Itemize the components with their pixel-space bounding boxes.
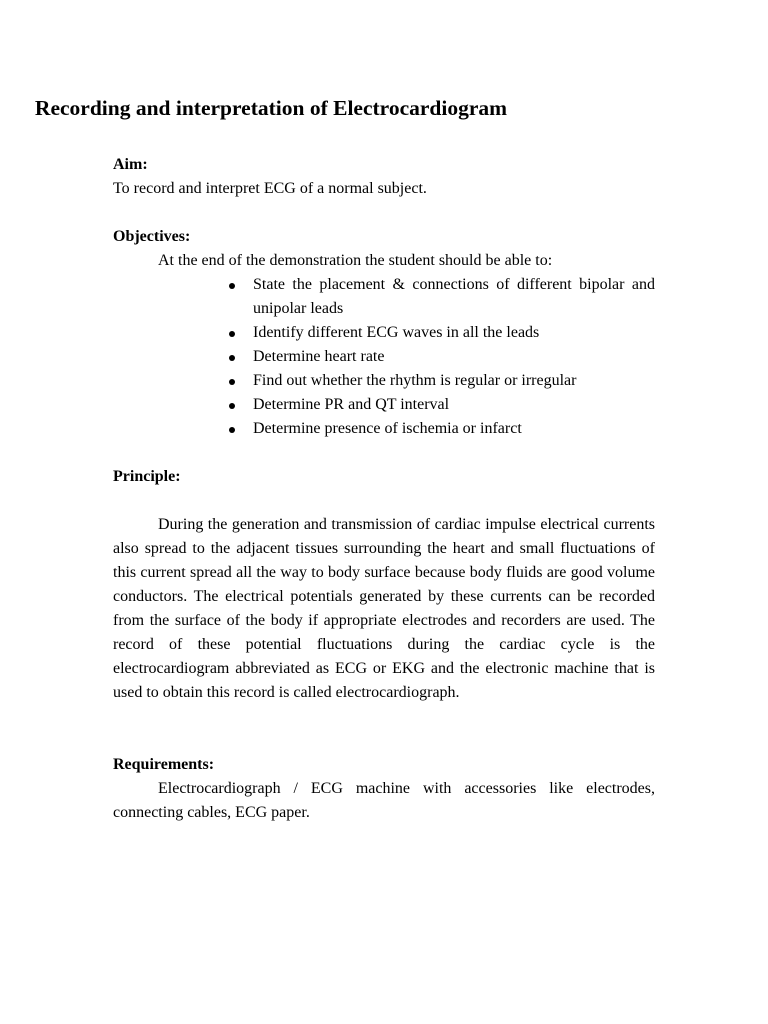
objective-item (225, 345, 655, 369)
principle-heading: Principle: (113, 468, 181, 485)
bullet-icon (229, 379, 235, 385)
objective-item (225, 273, 655, 321)
objective-text: Determine PR and QT interval (253, 396, 450, 413)
objectives-heading: Objectives: (113, 228, 191, 245)
objective-text: Determine heart rate (253, 348, 385, 365)
document-title: Recording and interpretation of Electrocardiogram (34, 96, 508, 120)
bullet-icon (229, 427, 235, 433)
objective-item (225, 321, 655, 345)
objectives-intro: At the end of the demonstration the student should be able to: (158, 252, 553, 269)
requirements-paragraph: Electrocardiograph / ECG machine with accessories like electrodes, connecting cables, ECG paper. (113, 780, 655, 821)
objective-text: Identify different ECG waves in all the leads (253, 324, 540, 341)
aim-heading: Aim: (113, 156, 148, 173)
bullet-icon (229, 355, 235, 361)
objective-item (225, 369, 655, 393)
objective-text: Find out whether the rhythm is regular or irregular (253, 372, 577, 389)
bullet-icon (229, 403, 235, 409)
objective-text: Determine presence of ischemia or infarct (253, 420, 522, 437)
objectives-list (225, 273, 655, 441)
objective-item (225, 417, 655, 441)
aim-text: To record and interpret ECG of a normal subject. (113, 180, 427, 197)
objective-text: State the placement & connections of different bipolar and unipolar leads (253, 276, 655, 317)
bullet-icon (229, 283, 235, 289)
requirements-heading: Requirements: (113, 756, 215, 773)
bullet-icon (229, 331, 235, 337)
objective-item (225, 393, 655, 417)
principle-paragraph: During the generation and transmission of cardiac impulse electrical currents also spread to the adjacent tissues surrounding the heart and small fluctuations of this current spread all the way to body surface because body fluids are good volume conductors. The electrical potentials generated by these currents can be recorded from the surface of the body if appropriate electrodes and recorders are used. The record of these potential fluctuations during the cardiac cycle is the electrocardiogram abbreviated as ECG or EKG and the electronic machine that is used to obtain this record is called electrocardiograph. (113, 516, 655, 701)
